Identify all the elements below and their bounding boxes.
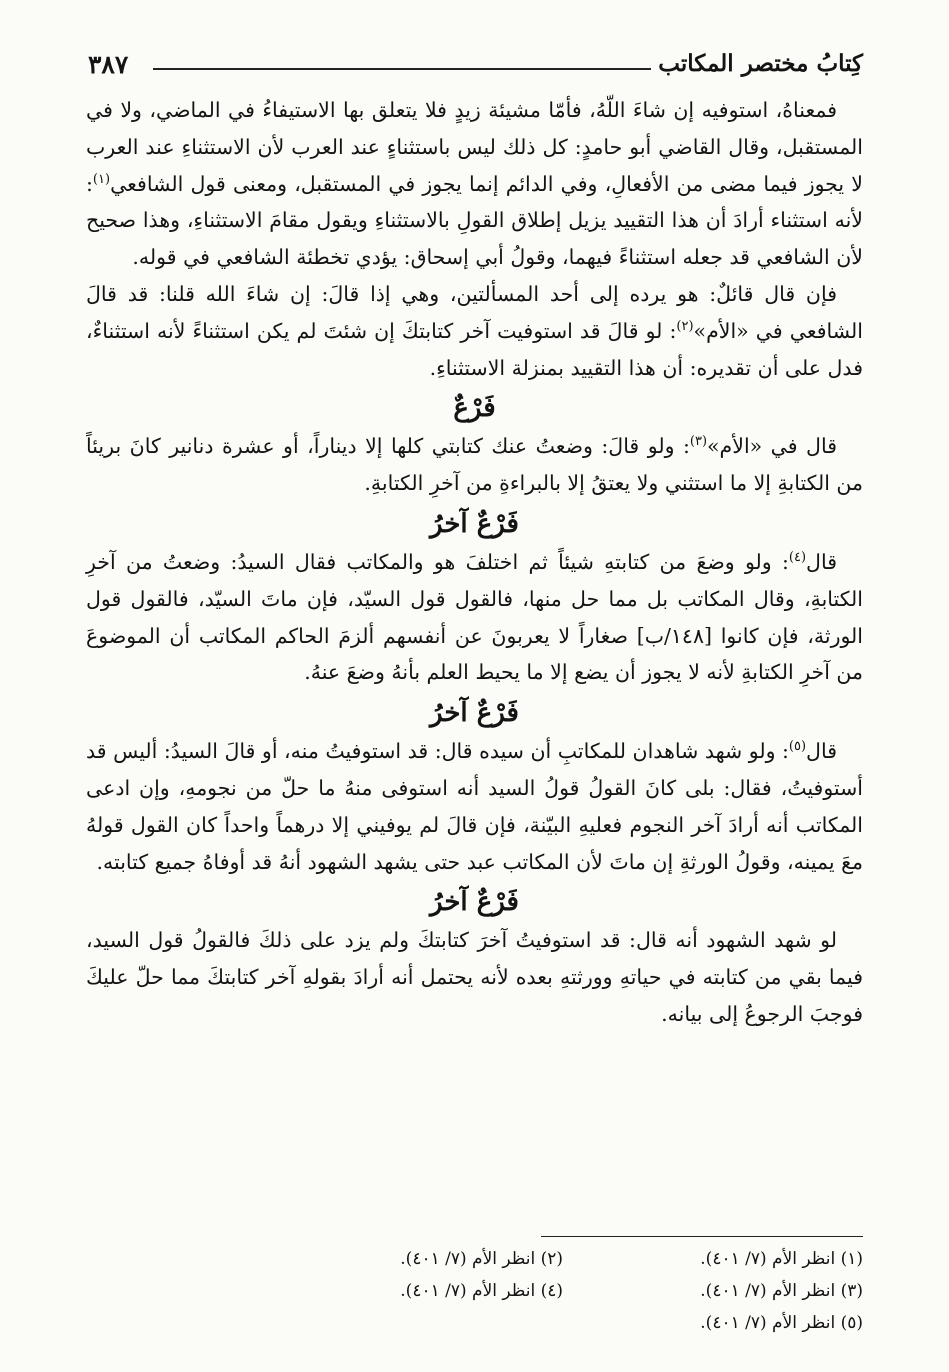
paragraph xyxy=(86,544,863,691)
page-number: ٣٨٧ xyxy=(88,50,129,79)
section-heading: فَرْعٌ xyxy=(453,393,496,424)
footnote-reference: (٢) xyxy=(676,318,694,334)
footnote-reference: (٤) xyxy=(788,550,807,566)
text-segment: : ولو قالَ: وضعتُ عنك كتابتي كلها إلا ديناراً، أو عشرة دنانير كانَ بريئاً من الكتابةِ إلا ما استثني ولا يعتقُ إلا بالبراءةِ من آخرِ الكتابةِ. xyxy=(86,434,863,496)
footnote-divider xyxy=(541,1236,863,1237)
footnote-reference: (٥) xyxy=(788,739,807,755)
text-segment: فإن قال قائلٌ: هو يرده إلى أحد المسألتين، وهي إذا قالَ: إن شاءَ الله قلنا: قد قالَ الشافعي في «الأم» xyxy=(86,281,863,343)
text-segment: قال xyxy=(806,549,837,574)
main-text xyxy=(86,92,863,1033)
paragraph xyxy=(86,733,863,880)
footnote: (٥) انظر الأم (٧/ ٤٠١). xyxy=(700,1313,863,1333)
text-segment: : لو قالَ قد استوفيت آخر كتابتكَ إن شئتَ لم يكن استثناءً لأنه استثناءٌ، فدل على أن تقديره: أن هذا التقييد بمنزلة الاستثناءِ. xyxy=(86,318,863,380)
text-segment: : ولو شهد شاهدان للمكاتبِ أن سيده قال: قد استوفيتُ منه، أو قالَ السيدُ: أليس قد أستوفيتُ، فقال: بلى كانَ القولُ قولُ السيد أنه استوفى منهُ ما حلّ من نجومهِ، وإن ادعى المكاتب أنه أرادَ آخر النجوم فعليهِ البيّنة، فإن قالَ لم يوفيني إلا درهماً واحداً كان القول قولهُ معَ يمينه، وقولُ الورثةِ إن ماتَ لأن المكاتب عبد حتى يشهد الشهود أنهُ قد أوفاهُ جميع كتابته. xyxy=(86,739,863,874)
section-heading: فَرْعٌ آخرُ xyxy=(430,508,519,539)
text-segment: فمعناهُ، استوفيه إن شاءَ اللّهُ، فأمّا مشيئة زيدٍ فلا يتعلق بها الاستيفاءُ في الماضي، ولا في المستقبل، وقال القاضي أبو حامدٍ: كل ذلك ليس باستثناءٍ عند العرب لأن الاستثناءِ عند العرب لا يجوز فيما مضى من الأفعالِ، وفي الدائم إنما يجوز في المستقبل، ومعنى قول الشافعي xyxy=(86,98,863,196)
footnote: (١) انظر الأم (٧/ ٤٠١). xyxy=(700,1249,863,1269)
text-segment: لو شهد الشهود أنه قال: قد استوفيتُ آخرَ كتابتكَ ولم يزد على ذلكَ فالقولُ قول السيد، فيما بقي من كتابته في حياتهِ وورثتهِ بعده لأنه يحتمل أنه أرادَ بقولهِ آخر كتابتكَ مما حلّ عليكَ فوجبَ الرجوعُ إلى بيانه. xyxy=(86,928,863,1026)
footnotes xyxy=(263,1243,863,1339)
book-title: كِتابُ مختصر المكاتب xyxy=(658,50,863,77)
paragraph xyxy=(86,92,863,276)
text-segment: : ولو وضعَ من كتابتهِ شيئاً ثم اختلفَ هو والمكاتب فقال السيدُ: وضعتُ من آخرِ الكتابةِ، وقال المكاتب بل مما حل منها، فالقول قول السيّد، فإن ماتَ السيّد، فالقول قول الورثة، فإن كانوا [١٤٨/ب] صغاراً لا يعربونَ عن أنفسهم ألزمَ الحاكم المكاتب أن الموضوعَ من آخرِ الكتابةِ لأنه لا يجوز أن يضع إلا ما يحيط العلم بأنهُ وضعَ عنهُ. xyxy=(86,549,863,685)
text-segment: قال xyxy=(806,739,837,764)
footnote: (٢) انظر الأم (٧/ ٤٠١). xyxy=(400,1249,563,1269)
section-heading: فَرْعٌ آخرُ xyxy=(430,887,519,918)
paragraph xyxy=(86,428,863,502)
paragraph xyxy=(86,922,863,1032)
footnote-reference: (٣) xyxy=(689,434,708,450)
section-heading: فَرْعٌ آخرُ xyxy=(430,698,519,729)
paragraph xyxy=(86,276,863,386)
header-rule xyxy=(153,68,651,70)
footnote-reference: (١) xyxy=(92,171,111,187)
footnote: (٤) انظر الأم (٧/ ٤٠١). xyxy=(400,1281,563,1301)
text-segment: قال في «الأم» xyxy=(707,434,837,459)
text-segment: : لأنه استثناء أرادَ أن هذا التقييد يزيل إطلاق القولِ بالاستثناءِ ويقول مقامَ الاستثناءِ، وهذا صحيح لأن الشافعي قد جعله استثناءً فيهما، وقولُ أبي إسحاق: يؤدي تخطئة الشافعي في قوله. xyxy=(86,171,863,270)
footnote: (٣) انظر الأم (٧/ ٤٠١). xyxy=(700,1281,863,1301)
running-header xyxy=(88,50,863,84)
